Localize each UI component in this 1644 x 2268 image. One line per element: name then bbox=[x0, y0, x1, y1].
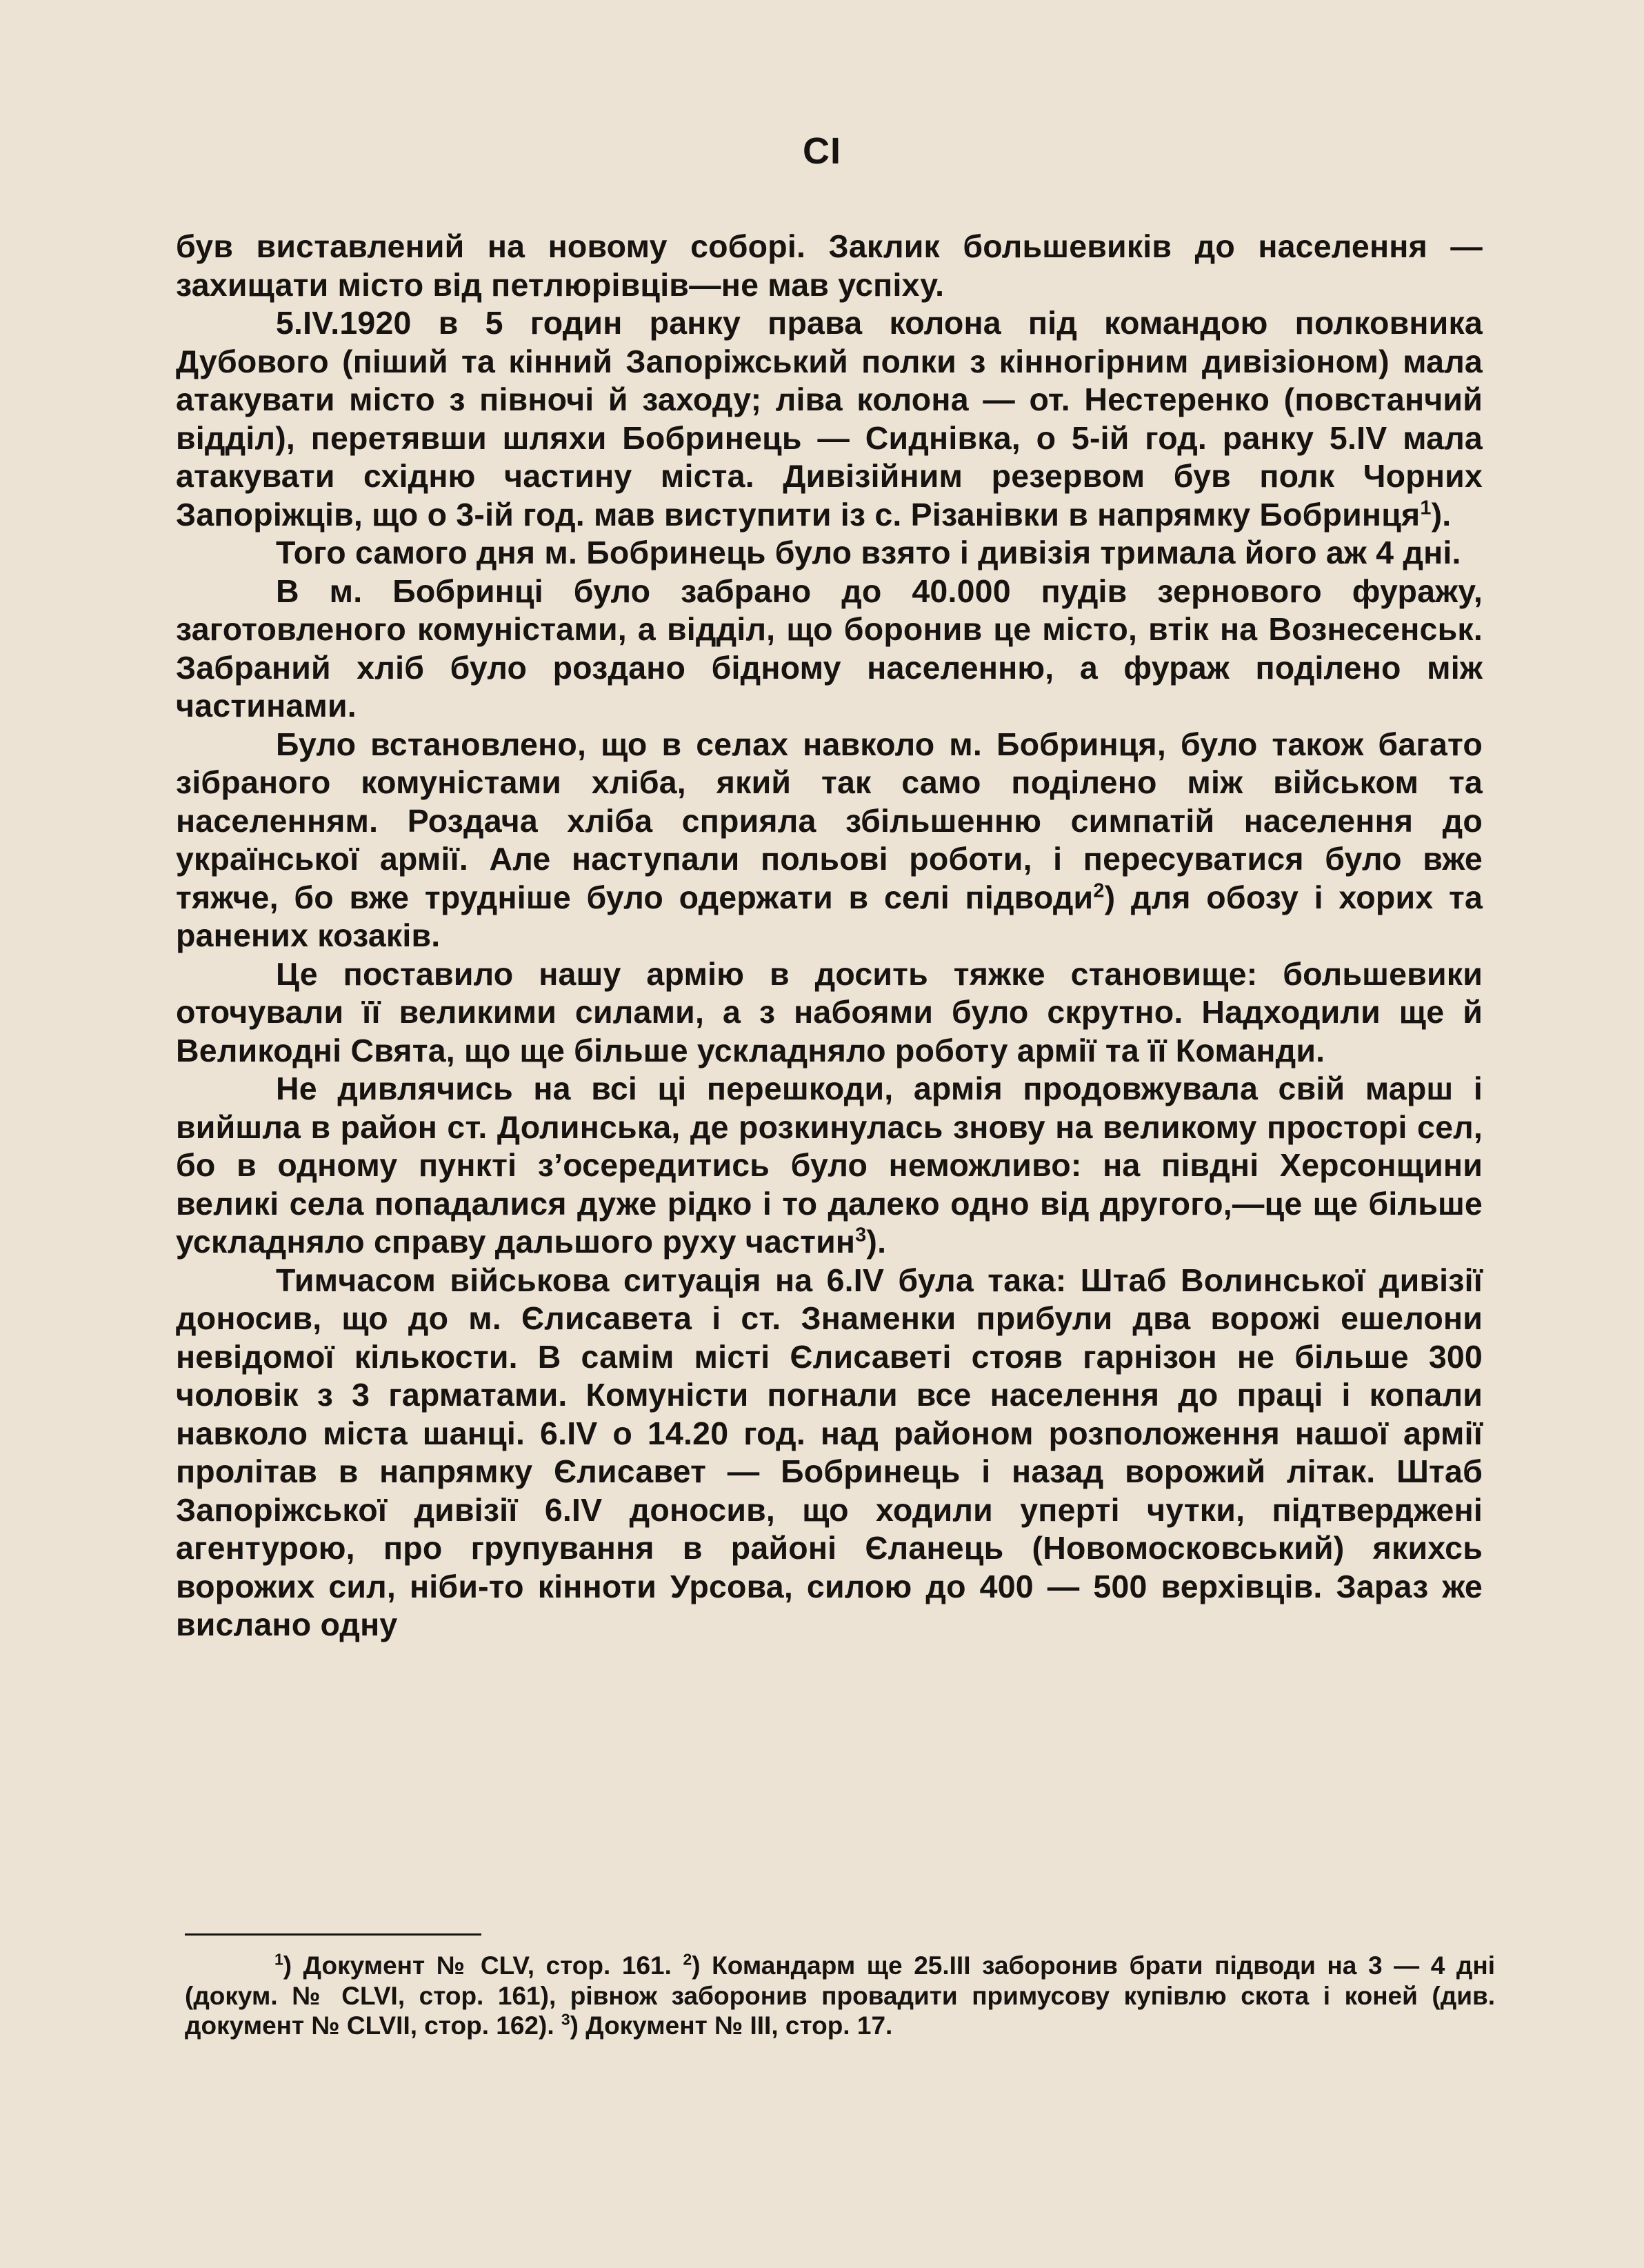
text-run: ) Документ № III, стор. 17. bbox=[570, 2011, 893, 2040]
text-run: був виставлений на новому соборі. Заклик большевиків до населення — захищати місто від петлюрівців—не мав успіху. bbox=[176, 228, 1483, 303]
text-run: Тимчасом військова ситуація на 6.IV була така: Штаб Волинської дивізії доносив, що до м. Єлисавета і ст. Знаменки прибули два ворожі ешелони невідомої кількости. В самім місті Єлисаветі стояв гарнізон не більше 300 чоловік з 3 гарматами. Комуністи погнали все населення до праці і копали навколо міста шанці. 6.IV о 14.20 год. над районом розположення нашої армії пролітав в напрямку Єлисавет — Бобринець і назад ворожий літак. Штаб Запоріжської дивізії 6.IV доносив, що ходили уперті чутки, підтверджені агентурою, про групування в районі Єланець (Новомосковський) якихсь ворожих сил, ніби-то кінноти Урсова, силою до 400 — 500 верхівців. Зараз же вислано одну bbox=[176, 1262, 1483, 1642]
paragraph bbox=[176, 1070, 1483, 1262]
footnote-marker: 2 bbox=[1093, 879, 1105, 902]
footnote-marker: 1 bbox=[1420, 497, 1432, 519]
footnote-separator bbox=[185, 1933, 481, 1936]
text-run: 5.IV.1920 в 5 годин ранку права колона під командою полковника Дубового (піший та кінний Запоріжський полки з кінногірним дивізіоном) мала атакувати місто з півночі й заходу; ліва колона — от. Нестеренко (повстанчий відділ), перетявши шляхи Бобринець — Сиднівка, о 5-ій год. ранку 5.IV мала атакувати східню частину міста. Дивізійним резервом був полк Чорних Запоріжців, що о 3-ій год. мав виступити із с. Різанівки в напрямку Бобринця bbox=[176, 305, 1483, 533]
footnotes bbox=[185, 1951, 1495, 2041]
text-run: ) Документ № CLV, стор. 161. bbox=[283, 1951, 683, 1980]
footnote-marker: 3 bbox=[561, 2010, 570, 2029]
paragraph bbox=[176, 726, 1483, 955]
text-run: Було встановлено, що в селах навколо м. Бобринця, було також багато зібраного комуністами хліба, який так само поділено між військом та населенням. Роздача хліба сприяла збільшенню симпатій населення до української армії. Але наступали польові роботи, і пересуватися було вже тяжче, бо вже трудніше було одержати в селі підводи bbox=[176, 726, 1483, 915]
text-run: Це поставило нашу армію в досить тяжке становище: большевики оточували її великими силами, а з набоями було скрутно. Надходили ще й Великодні Свята, що ще більше ускладняло роботу армії та її Команди. bbox=[176, 955, 1483, 1068]
text-run: ) для обозу і хорих та ранених козаків. bbox=[176, 879, 1483, 953]
text-run: ). bbox=[866, 1224, 887, 1260]
text-run: Того самого дня м. Бобринець було взято і дивізія тримала його аж 4 дні. bbox=[276, 535, 1461, 570]
footnote-marker: 3 bbox=[855, 1224, 867, 1246]
text-run: ) Командарм ще 25.III заборонив брати підводи на 3 — 4 дні (докум. № CLVI, стор. 161), рівнож заборонив провадити примусову купівлю скота і коней (див. документ № CLVII, стор. 162). bbox=[185, 1951, 1495, 2040]
paragraph bbox=[176, 573, 1483, 726]
body-text bbox=[176, 228, 1483, 1644]
paragraph bbox=[176, 228, 1483, 304]
footnote-marker: 2 bbox=[683, 1950, 692, 1969]
paragraph bbox=[176, 534, 1483, 573]
paragraph bbox=[176, 304, 1483, 534]
text-run: Не дивлячись на всі ці перешкоди, армія продовжувала свій марш і вийшла в район ст. Долинська, де розкинулась знову на великому просторі сел, бо в одному пункті з’осередитись було неможливо: на півдні Херсонщини великі села попадалися дуже рідко і то далеко одно від другого,—це ще більше ускладняло справу дальшого руху частин bbox=[176, 1071, 1483, 1260]
paragraph bbox=[176, 1262, 1483, 1644]
text-run: В м. Бобринці було забрано до 40.000 пудів зернового фуражу, заготовленого комуністами, а відділ, що боронив це місто, втік на Вознесенськ. Забраний хліб було роздано бідному населенню, а фураж поділено між частинами. bbox=[176, 573, 1483, 724]
page-number: CI bbox=[803, 130, 841, 172]
text-run: ). bbox=[1431, 496, 1452, 533]
paragraph bbox=[176, 955, 1483, 1071]
footnote-marker: 1 bbox=[274, 1950, 283, 1969]
